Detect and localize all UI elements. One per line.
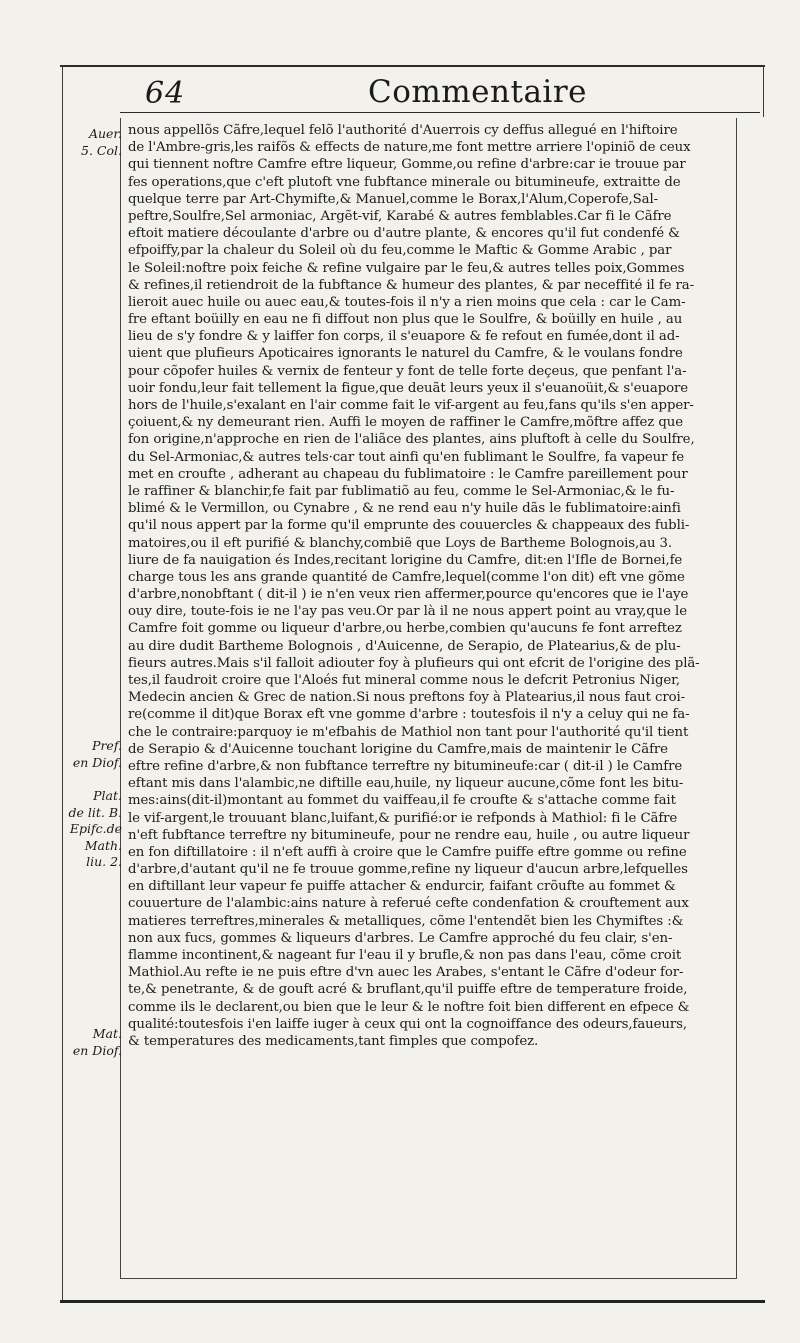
text-line: charge tous les ans grande quantité de Camfre,lequel(comme l'on dit) eft vne gõme bbox=[128, 569, 685, 585]
text-line: lieu de s'y fondre & y laiffer fon corps, il s'euapore & fe refout en fumée,dont il ad- bbox=[128, 329, 680, 345]
text-line: fre eftant boüilly en eau ne fi diffout non plus que le Soulfre, & boüilly en huile , au bbox=[128, 312, 683, 328]
text-line: de Serapio & d'Auicenne touchant lorigine du Camfre,mais de maintenir le Cãfre bbox=[128, 741, 668, 757]
margin-note-line: Pref. bbox=[92, 738, 122, 753]
text-line: uoir fondu,leur fait tellement la figue,que deuãt leurs yeux il s'euanoüit,& s'euapore bbox=[128, 380, 689, 396]
text-line: Mathiol.Au refte ie ne puis eftre d'vn auec les Arabes, s'entant le Cãfre d'odeur for- bbox=[128, 965, 684, 981]
text-line: fes operations,que c'eft plutoft vne fubftance minerale ou bitumineufe, extraitte de bbox=[128, 174, 681, 190]
text-line: quelque terre par Art-Chymifte,& Manuel,comme le Borax,l'Alum,Coperofe,Sal- bbox=[128, 191, 659, 207]
text-line: comme ils le declarent,ou bien que le leur & le noftre foit bien different en efpece & bbox=[128, 999, 690, 1015]
text-line: blimé & le Vermillon, ou Cynabre , & ne rend eau n'y huile dãs le fublimatoire:ainfi bbox=[128, 501, 681, 517]
text-line: che le contraire:parquoy ie m'efbahis de Mathiol non tant pour l'authorité qu'il tient bbox=[128, 724, 689, 740]
text-line: eftoit matiere découlante d'arbre ou d'autre plante, & encores qu'il fut condenfé & bbox=[128, 226, 680, 242]
text-line: matoires,ou il eft purifié & blanchy,combiẽ que Loys de Bartheme Bolognois,au 3. bbox=[128, 535, 673, 551]
page-header bbox=[120, 74, 760, 114]
text-line: mes:ains(dit-il)montant au fommet du vaiffeau,il fe croufte & s'attache comme fait bbox=[128, 793, 676, 809]
text-line: le Soleil:noftre poix feiche & refine vulgaire par le feu,& autres telles poix,Gommes bbox=[128, 260, 685, 276]
text-line: qualité:toutesfois i'en laiffe iuger à ceux qui ont la cognoiffance des odeurs,faueurs, bbox=[128, 1016, 687, 1032]
text-line: n'eft fubftance terreftre ny bitumineufe, pour ne rendre eau, huile , ou autre liqueur bbox=[128, 827, 690, 843]
text-line: en fon diftillatoire : il n'eft auffi à croire que le Camfre puiffe eftre gomme ou refine bbox=[128, 844, 687, 860]
text-line: te,& penetrante, & de gouft acré & bruflant,qu'il puiffe eftre de temperature froide, bbox=[128, 982, 688, 998]
page-number: 64 bbox=[145, 76, 186, 111]
text-line: couuerture de l'alambic:ains nature à referué cefte condenfation & crouftement aux bbox=[128, 896, 689, 912]
text-line: le raffiner & blanchir,fe fait par fublimatiõ au feu, comme le Sel-Armoniac,& le fu- bbox=[128, 483, 675, 499]
text-line: d'arbre,nonobftant ( dit-il ) ie n'en veux rien affermer,pource qu'encores que ie l'aye bbox=[128, 587, 689, 603]
text-line: nous appellõs Cãfre,lequel felõ l'authorité d'Auerrois cy deffus allegué en l'hiftoire bbox=[128, 123, 678, 138]
margin-note-line: en Diof. bbox=[72, 754, 122, 770]
header-rule bbox=[120, 112, 760, 113]
text-line: Medecin ancien & Grec de nation.Si nous preftons foy à Platearius,il nous faut croi- bbox=[128, 690, 686, 706]
margin-note-line: Plat. bbox=[93, 788, 122, 803]
margin-note-auer bbox=[62, 126, 122, 159]
margin-note-line: 5. Col. bbox=[81, 142, 122, 158]
text-line: au dire dudit Bartheme Bolognois , d'Auicenne, de Serapio, de Platearius,& de plu- bbox=[128, 638, 681, 654]
page-bottom-rule bbox=[60, 1300, 765, 1303]
margin-note-mat bbox=[62, 1026, 122, 1059]
margin-note-line: de lit. B. bbox=[68, 804, 122, 820]
text-line: eftre refine d'arbre,& non fubftance terreftre ny bitumineufe:car ( dit-il ) le Camfre bbox=[128, 758, 683, 774]
text-line: en diftillant leur vapeur fe puiffe attacher & endurcir, faifant crõufte au fommet & bbox=[128, 879, 676, 895]
text-line: peftre,Soulfre,Sel armoniac, Argẽt-vif, Karabé & autres femblables.Car fi le Cãfre bbox=[128, 208, 672, 224]
text-line: non aux fucs, gommes & liqueurs d'arbres. Le Camfre approché du feu clair, s'en- bbox=[128, 930, 673, 946]
text-line: le vif-argent,le trouuant blanc,luifant,& purifié:or ie refponds à Mathiol: fi le Cãfre bbox=[128, 810, 678, 826]
text-line: & refines,il retiendroit de la fubftance & humeur des plantes, & par neceffité il fe ra- bbox=[128, 277, 695, 293]
text-line: fieurs autres.Mais s'il falloit adiouter foy à plufieurs qui ont efcrit de l'origine des plã- bbox=[128, 655, 700, 671]
text-line: & temperatures des medicaments,tant fimples que compofez. bbox=[128, 1033, 539, 1049]
body-text bbox=[128, 122, 744, 1050]
text-line: ouy dire, toute-fois ie ne l'ay pas veu.Or par là il ne nous appert point au vray,que le bbox=[128, 604, 687, 620]
text-line: met en croufte , adherant au chapeau du fublimatoire : le Camfre pareillement pour bbox=[128, 466, 688, 482]
text-line: matieres terreftres,minerales & metalliques, cõme l'entendẽt bien les Chymiftes :& bbox=[128, 913, 684, 929]
text-line: uient que plufieurs Apoticaires ignorants le naturel du Camfre, & le voulans fondre bbox=[128, 346, 683, 362]
margin-note-line: Epifc.de bbox=[69, 821, 122, 836]
text-line: re(comme il dit)que Borax eft vne gomme d'arbre : toutesfois il n'y a celuy qui ne fa- bbox=[128, 707, 690, 723]
text-line: hors de l'huile,s'exalant en l'air comme fait le vif-argent au feu,fans qu'ils s'en apper- bbox=[128, 398, 694, 413]
running-title: Commentaire bbox=[368, 74, 588, 110]
text-line: fon origine,n'approche en rien de l'aliãce des plantes, ains pluftoft à celle du Soulfre, bbox=[128, 432, 695, 448]
margin-note-line: Math. bbox=[84, 837, 122, 853]
margin-note-pref bbox=[62, 738, 122, 771]
margin-note-line: en Diof. bbox=[72, 1042, 122, 1058]
page-left-rule bbox=[62, 65, 63, 1301]
text-line: d'arbre,d'autant qu'il ne fe trouue gomme,refine ny liqueur d'aucun arbre,lefquelles bbox=[128, 862, 688, 878]
text-line: du Sel-Armoniac,& autres tels·car tout ainfi qu'en fublimant le Soulfre, fa vapeur fe bbox=[128, 449, 685, 465]
text-line: liure de fa nauigation és Indes,recitant lorigine du Camfre, dit:en l'Ifle de Bornei,fe bbox=[128, 552, 683, 568]
margin-note-plat bbox=[62, 788, 122, 871]
text-line: lieroit auec huile ou auec eau,& toutes-fois il n'y a rien moins que cela : car le Cam- bbox=[128, 294, 686, 310]
text-line: tes,il faudroit croire que l'Aloés fut mineral comme nous le defcrit Petronius Niger, bbox=[128, 673, 681, 688]
text-line: flamme incontinent,& nageant fur l'eau il y brufle,& non pas dans l'eau, cõme croit bbox=[128, 948, 682, 963]
text-line: pour cõpofer huiles & vernix de fenteur y font de telle forte deçeus, que penfant l'a- bbox=[128, 363, 687, 379]
text-line: eftant mis dans l'alambic,ne diftille eau,huile, ny liqueur aucune,cõme font les bitu- bbox=[128, 776, 684, 792]
margin-note-line: liu. 2. bbox=[86, 854, 122, 869]
text-line: Camfre foit gomme ou liqueur d'arbre,ou herbe,combien qu'aucuns fe font arreftez bbox=[128, 621, 682, 637]
page-top-rule bbox=[60, 65, 765, 67]
page-right-rule bbox=[763, 65, 764, 117]
margin-note-line: Mat. bbox=[92, 1026, 122, 1041]
text-line: de l'Ambre-gris,les raifõs & effects de nature,me font mettre arriere l'opiniõ de ceux bbox=[128, 140, 691, 156]
text-line: qu'il nous appert par la forme qu'il emprunte des couuercles & chappeaux des fubli- bbox=[128, 518, 690, 534]
text-line: çoiuent,& ny demeurant rien. Auffi le moyen de raffiner le Camfre,mõftre affez que bbox=[128, 415, 683, 431]
margin-note-line: Auer. bbox=[88, 126, 122, 141]
text-line: qui tiennent noftre Camfre eftre liqueur, Gomme,ou refine d'arbre:car ie trouue par bbox=[128, 157, 686, 173]
text-line: efpoiffy,par la chaleur du Soleil où du feu,comme le Maftic & Gomme Arabic , par bbox=[128, 243, 672, 259]
